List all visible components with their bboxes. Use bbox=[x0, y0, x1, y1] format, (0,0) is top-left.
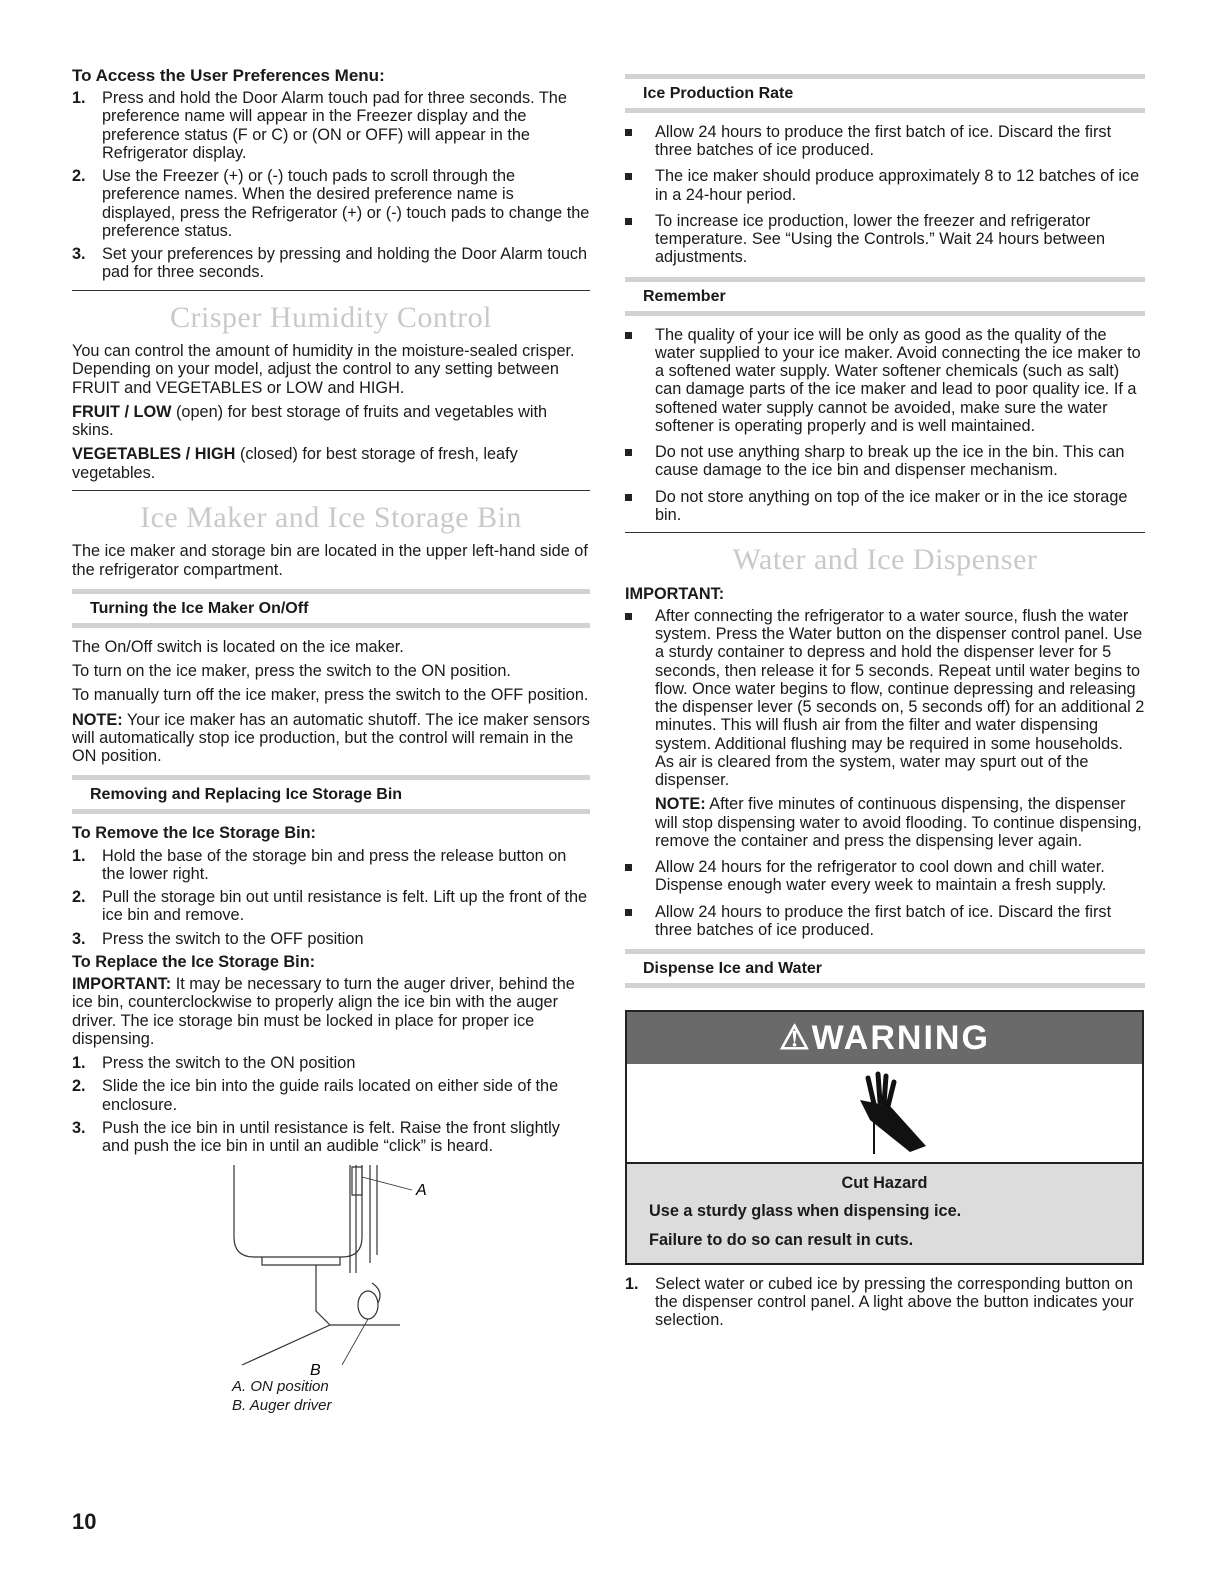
important-heading: IMPORTANT: bbox=[625, 584, 725, 603]
access-menu-heading: To Access the User Preferences Menu: bbox=[72, 66, 385, 85]
production-bullets bbox=[625, 123, 1145, 267]
replace-steps-list bbox=[72, 1054, 590, 1155]
cut-hazard-warning bbox=[625, 1010, 1144, 1265]
list-item: The quality of your ice will be only as good as the quality of the water supplied to your ice maker. Avoid connecting the ice maker to a softened water supply. Water softener chemicals (such as salt) can damage parts of the ice maker and lead to poor quality ice. If a softened water supply cannot be avoided, make sure the water softener is operating properly and is well maintained. bbox=[625, 326, 1145, 436]
list-item: 3. Press the switch to the OFF position bbox=[72, 929, 364, 948]
bin-subheading: Removing and Replacing Ice Storage Bin bbox=[72, 775, 590, 814]
replace-bin-heading: To Replace the Ice Storage Bin: bbox=[72, 952, 316, 971]
warning-line-2: Failure to do so can result in cuts. bbox=[649, 1230, 914, 1249]
dispenser-note: NOTE: After five minutes of continuous dispensing, the dispenser will stop dispensing water to avoid flooding. To continue dispensing, remove the container and press the dispensing lever again. bbox=[655, 795, 1142, 850]
dispense-steps-list bbox=[625, 1275, 1145, 1330]
section-divider bbox=[72, 290, 590, 291]
remember-subheading: Remember bbox=[625, 277, 1145, 316]
list-item: After connecting the refrigerator to a water source, flush the water system. Press the Water button on the dispenser control panel. Use a sturdy container to depress and hold the dispenser lever for 5 seconds, then release it for 5 seconds. Repeat until water begins to flow. Once water begins to flow, continue depressing and releasing the dispenser lever (5 seconds on, 5 seconds off) for an additional 2 minutes. This will flush air from the filter and water dispensing system. Additional flushing may be required in some households. As air is cleared from the system, water may spurt out of the dispenser. NOTE: After five minutes of continuous dispensing, the dispenser will stop dispensing water to avoid flooding. To continue dispensing, remove the container and press the dispensing lever again. bbox=[625, 607, 1145, 850]
warning-triangle-icon: ⚠ bbox=[779, 1019, 812, 1058]
onoff-paragraph-1: The On/Off switch is located on the ice maker. bbox=[72, 637, 404, 656]
ice-bin-illustration bbox=[72, 1165, 590, 1375]
production-subheading: Ice Production Rate bbox=[625, 74, 1145, 113]
list-item: Do not use anything sharp to break up the ice in the bin. This can cause damage to the ice bin and dispenser mechanism. bbox=[625, 443, 1145, 480]
cut-hand-icon bbox=[840, 1070, 930, 1156]
right-column bbox=[625, 74, 1145, 1335]
list-item: Allow 24 hours to produce the first batch of ice. Discard the first three batches of ice produced. bbox=[625, 123, 1145, 160]
left-column bbox=[72, 66, 590, 1415]
vegetables-setting: VEGETABLES / HIGH (closed) for best storage of fresh, leafy vegetables. bbox=[72, 445, 518, 482]
hazard-title: Cut Hazard bbox=[841, 1174, 928, 1193]
dispenser-section-title: Water and Ice Dispenser bbox=[732, 543, 1038, 577]
onoff-paragraph-3: To manually turn off the ice maker, press the switch to the OFF position. bbox=[72, 686, 589, 705]
ice-bin-figure bbox=[72, 1165, 590, 1415]
list-item: 1. Select water or cubed ice by pressing the corresponding button on the dispenser control panel. A light above the button indicates your selection. bbox=[625, 1274, 1134, 1330]
list-item: 3. Set your preferences by pressing and holding the Door Alarm touch pad for three seconds. bbox=[72, 245, 588, 282]
list-item: The ice maker should produce approximately 8 to 12 batches of ice in a 24-hour period. bbox=[625, 167, 1145, 204]
icemaker-section-title: Ice Maker and Ice Storage Bin bbox=[140, 500, 522, 534]
list-item: 2. Use the Freezer (+) or (-) touch pads to scroll through the preference names. When the desired preference name is displayed, press the Refrigerator (+) or (-) touch pads to change the preference status. bbox=[72, 167, 590, 240]
access-steps-list bbox=[72, 89, 590, 282]
list-item: Allow 24 hours to produce the first batch of ice. Discard the first three batches of ice produced. bbox=[625, 903, 1145, 940]
list-item: 3. Push the ice bin in until resistance is felt. Raise the front slightly and push the ice bin in until an audible “click” is heard. bbox=[72, 1118, 560, 1156]
cut-hazard-symbol-area bbox=[627, 1064, 1142, 1162]
caption-a: A. ON position bbox=[232, 1378, 329, 1396]
list-item: 1. Hold the base of the storage bin and press the release button on the lower right. bbox=[72, 846, 567, 883]
figure-label-a: A bbox=[416, 1182, 427, 1200]
remember-bullets bbox=[625, 326, 1145, 525]
list-item: 1. Press and hold the Door Alarm touch pad for three seconds. The preference name will appear in the Freezer display and the preference status (F or C) or (ON or OFF) will appear in the Refrigerator display. bbox=[72, 89, 567, 162]
list-item: Do not store anything on top of the ice maker or in the ice storage bin. bbox=[625, 488, 1145, 525]
section-divider bbox=[72, 490, 590, 491]
list-item: 1. Press the switch to the ON position bbox=[72, 1054, 356, 1073]
warning-line-1: Use a sturdy glass when dispensing ice. bbox=[649, 1202, 962, 1221]
section-divider bbox=[625, 532, 1145, 533]
remove-steps-list bbox=[72, 847, 590, 948]
icemaker-intro: The ice maker and storage bin are located in the upper left-hand side of the refrigerator compartment. bbox=[72, 542, 588, 579]
page-number: 10 bbox=[72, 1509, 97, 1534]
dispense-subheading: Dispense Ice and Water bbox=[625, 949, 1145, 988]
dispenser-bullets bbox=[625, 607, 1145, 939]
replace-important: IMPORTANT: It may be necessary to turn the auger driver, behind the ice bin, counterclockwise to properly align the ice bin with the auger driver. The ice storage bin must be locked in place for proper ice dispensing. bbox=[72, 975, 575, 1048]
list-item: To increase ice production, lower the freezer and refrigerator temperature. See “Using the Controls.” Wait 24 hours between adjustments. bbox=[625, 212, 1145, 267]
remove-bin-heading: To Remove the Ice Storage Bin: bbox=[72, 824, 316, 843]
list-item: 2. Pull the storage bin out until resistance is felt. Lift up the front of the ice bin and remove. bbox=[72, 888, 588, 925]
fruit-setting: FRUIT / LOW (open) for best storage of fruits and vegetables with skins. bbox=[72, 402, 548, 440]
caption-b: B. Auger driver bbox=[232, 1397, 332, 1415]
list-item: Allow 24 hours for the refrigerator to cool down and chill water. Dispense enough water every week to maintain a fresh supply. bbox=[625, 858, 1145, 895]
crisper-section-title: Crisper Humidity Control bbox=[170, 300, 492, 334]
list-item: 2. Slide the ice bin into the guide rails located on either side of the enclosure. bbox=[72, 1077, 559, 1114]
onoff-note: NOTE: Your ice maker has an automatic shutoff. The ice maker sensors will automatically stop ice production, but the control will remain in the ON position. bbox=[72, 710, 590, 766]
crisper-intro: You can control the amount of humidity in the moisture-sealed crisper. Depending on your model, adjust the control to any setting between FRUIT and VEGETABLES or LOW and HIGH. bbox=[72, 342, 575, 397]
onoff-subheading: Turning the Ice Maker On/Off bbox=[72, 589, 590, 628]
figure-label-b: B bbox=[310, 1362, 321, 1376]
onoff-paragraph-2: To turn on the ice maker, press the switch to the ON position. bbox=[72, 662, 511, 681]
warning-body bbox=[627, 1162, 1142, 1263]
warning-header: ⚠WARNING bbox=[627, 1012, 1142, 1064]
